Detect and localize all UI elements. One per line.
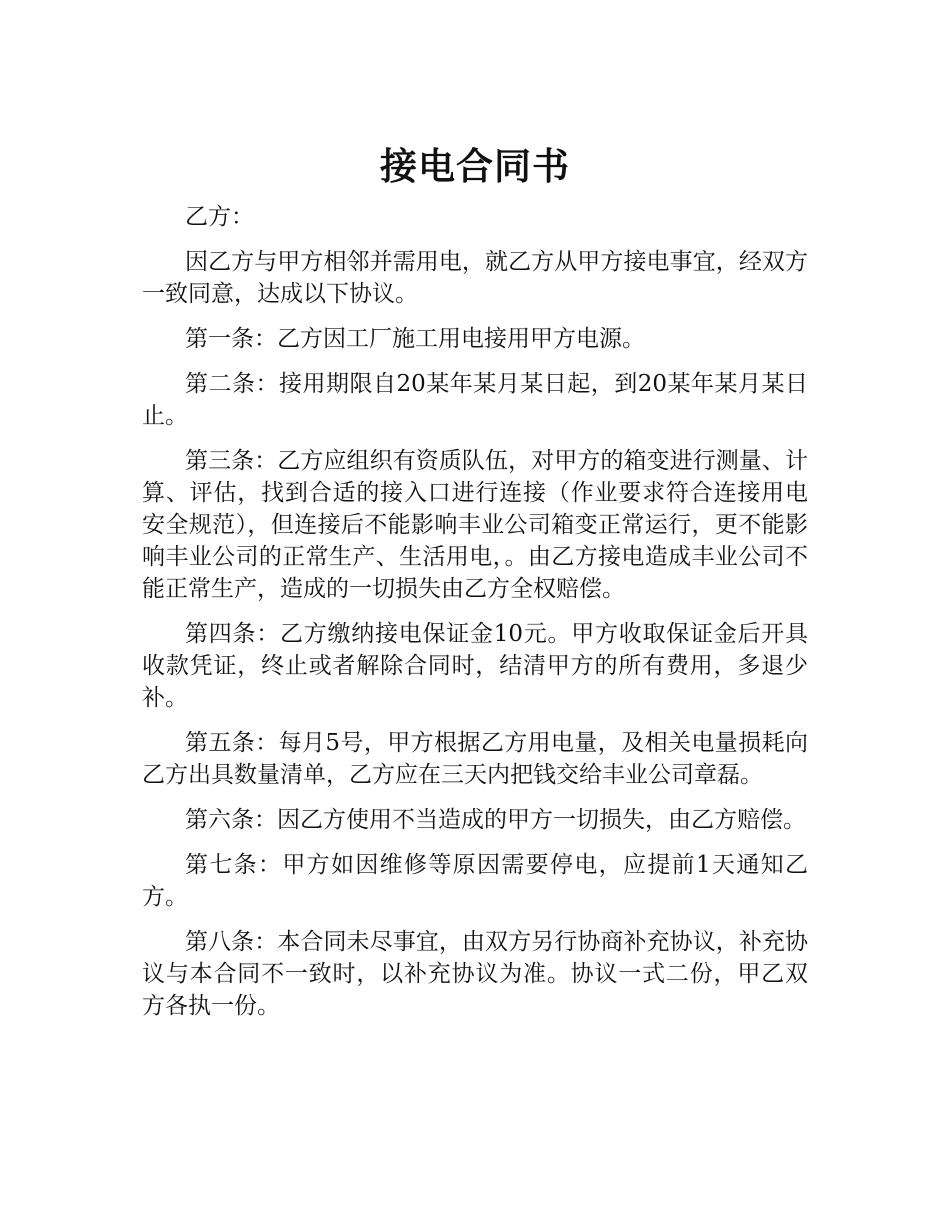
- article-4: 第四条：乙方缴纳接电保证金10元。甲方收取保证金后开具收款凭证，终止或者解除合同时，结清甲方的所有费用，多退少补。: [142, 621, 808, 711]
- article-5: 第五条：每月5号，甲方根据乙方用电量，及相关电量损耗向乙方出具数量清单，乙方应在三天内把钱交给丰业公司章磊。: [142, 730, 808, 788]
- article-1: 第一条：乙方因工厂施工用电接用甲方电源。: [185, 326, 645, 352]
- preamble-paragraph: 因乙方与甲方相邻并需用电，就乙方从甲方接电事宜，经双方一致同意，达成以下协议。: [142, 249, 808, 307]
- party-b-line: 乙方：: [185, 204, 254, 230]
- document-title: 接电合同书: [380, 144, 570, 188]
- article-2: 第二条：接用期限自20某年某月某日起，到20某年某月某日止。: [142, 371, 808, 429]
- document-body: [142, 201, 808, 1035]
- article-6: 第六条：因乙方使用不当造成的甲方一切损失，由乙方赔偿。: [185, 807, 806, 833]
- article-8: 第八条：本合同未尽事宜，由双方另行协商补充协议，补充协议与本合同不一致时，以补充协议为准。协议一式二份，甲乙双方各执一份。: [142, 929, 808, 1019]
- article-7: 第七条：甲方如因维修等原因需要停电，应提前1天通知乙方。: [142, 852, 808, 910]
- article-3: 第三条：乙方应组织有资质队伍，对甲方的箱变进行测量、计算、评估，找到合适的接入口进行连接（作业要求符合连接用电安全规范），但连接后不能影响丰业公司箱变正常运行，更不能影响丰业公司的正常生产、生活用电，。由乙方接电造成丰业公司不能正常生产，造成的一切损失由乙方全权赔偿。: [142, 448, 808, 602]
